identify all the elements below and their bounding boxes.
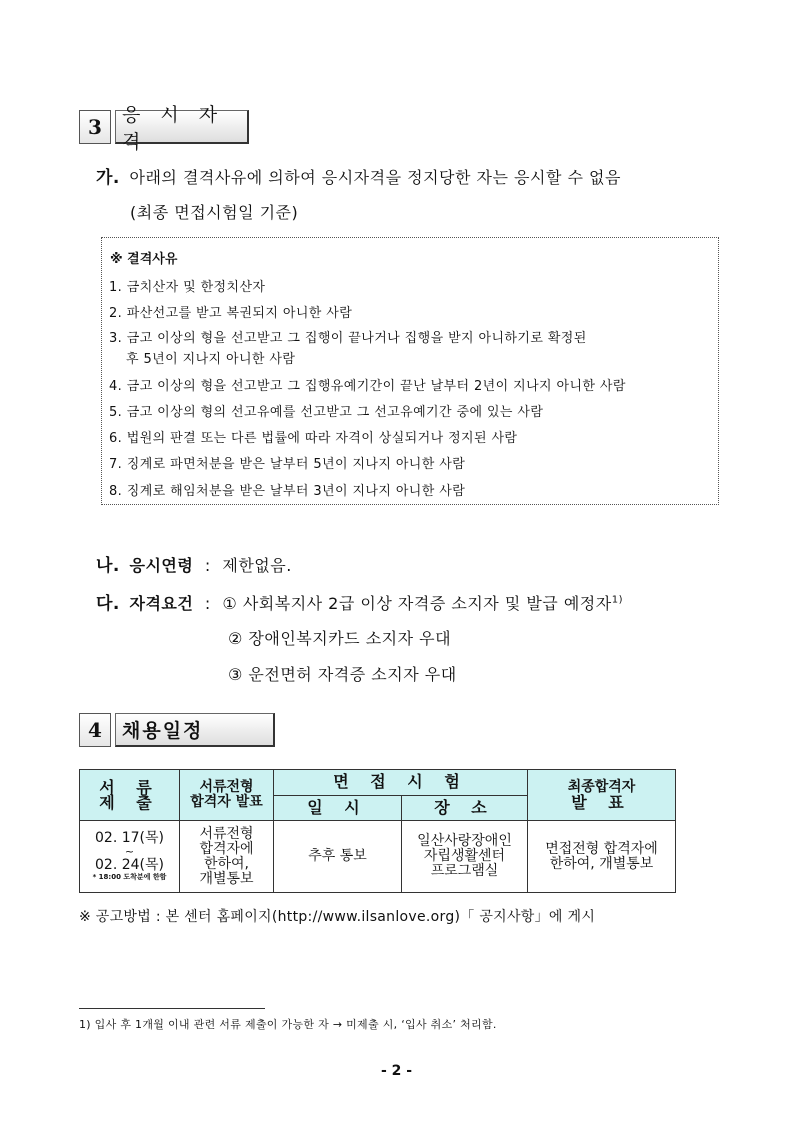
disqualification-item: 3. 금고 이상의 형을 선고받고 그 집행이 끝나거나 집행을 받지 아니하기로 확정된 [109,331,587,346]
section-number: 4 [79,713,111,747]
item-label: 자격요건 [129,594,194,613]
header-interview: 면 접 시 험 [274,770,528,796]
announcement-notice: ※ 공고방법 : 본 센터 홈페이지(http://www.ilsanlove.org)「 공지사항」에 게시 [79,909,596,925]
item-colon: : [204,594,211,613]
item-marker: 나. [96,556,120,576]
footnote: 1) 입사 후 1개월 이내 관련 서류 제출이 가능한 자 → 미제출 시, ‘입사 취소’ 처리함. [79,1018,497,1031]
cell-submit-period: 02. 17(목) ~ 02. 24(목) * 18:00 도착분에 한함 [80,821,180,893]
disqualification-item: 7. 징계로 파면처분을 받은 날부터 5년이 지나지 아니한 사람 [109,457,466,472]
disqualification-item: 2. 파산선고를 받고 복권되지 아니한 사람 [109,306,353,321]
header-submit: 서 류 제 출 [80,770,180,821]
requirement-2: ② 장애인복지카드 소지자 우대 [228,629,452,648]
section-title: 응 시 자 격 [115,110,249,144]
page-number: - 2 - [380,1063,413,1079]
section-title: 채용일정 [115,713,275,747]
cell-final: 면접전형 합격자에 한하여, 개별통보 [528,821,676,893]
requirement-3: ③ 운전면허 자격증 소지자 우대 [228,665,457,684]
item-colon: : [204,556,211,575]
item-da [96,589,623,614]
footnote-rule [79,1008,265,1009]
section-3-header [79,103,249,153]
footnote-ref: 1) [611,594,623,606]
item-value: 제한없음. [222,556,292,575]
header-doc-pass: 서류전형 합격자 발표 [180,770,274,821]
disqualification-item: 4. 금고 이상의 형을 선고받고 그 집행유예기간이 끝난 날부터 2년이 지나지 아니한 사람 [109,379,626,394]
header-interview-date: 일 시 [274,796,402,821]
disqualification-item: 8. 징계로 해임처분을 받은 날부터 3년이 지나지 아니한 사람 [109,484,466,499]
cell-interview-date: 추후 통보 [274,821,402,893]
disqualification-item: 1. 금치산자 및 한정치산자 [109,280,266,295]
item-text: 아래의 결격사유에 의하여 응시자격을 정지당한 자는 응시할 수 없음 [129,168,621,187]
header-interview-place: 장 소 [402,796,528,821]
cell-doc-pass: 서류전형 합격자에 한하여, 개별통보 [180,821,274,893]
disqualification-box [101,237,719,505]
header-final: 최종합격자 발 표 [528,770,676,821]
item-label: 응시연령 [129,556,194,575]
schedule-table [79,769,676,893]
item-marker: 가. [96,168,120,188]
section-number: 3 [79,110,111,144]
item-ga-line2: (최종 면접시험일 기준) [130,203,299,222]
cell-interview-place: 일산사랑장애인 자립생활센터 프로그램실 [402,821,528,893]
disqualification-item-cont: 후 5년이 지나지 아니한 사람 [126,352,296,367]
disqualification-item: 5. 금고 이상의 형의 선고유예를 선고받고 그 선고유예기간 중에 있는 사람 [109,405,544,420]
requirement-1: ① 사회복지사 2급 이상 자격증 소지자 및 발급 예정자 [222,594,612,613]
item-na [96,551,292,576]
disqualification-item: 6. 법원의 판결 또는 다른 법률에 따라 자격이 상실되거나 정지된 사람 [109,431,518,446]
section-4-header [79,713,275,747]
item-ga-line1 [96,163,621,188]
item-marker: 다. [96,594,120,614]
disqualification-title: ※ 결격사유 [110,252,178,267]
